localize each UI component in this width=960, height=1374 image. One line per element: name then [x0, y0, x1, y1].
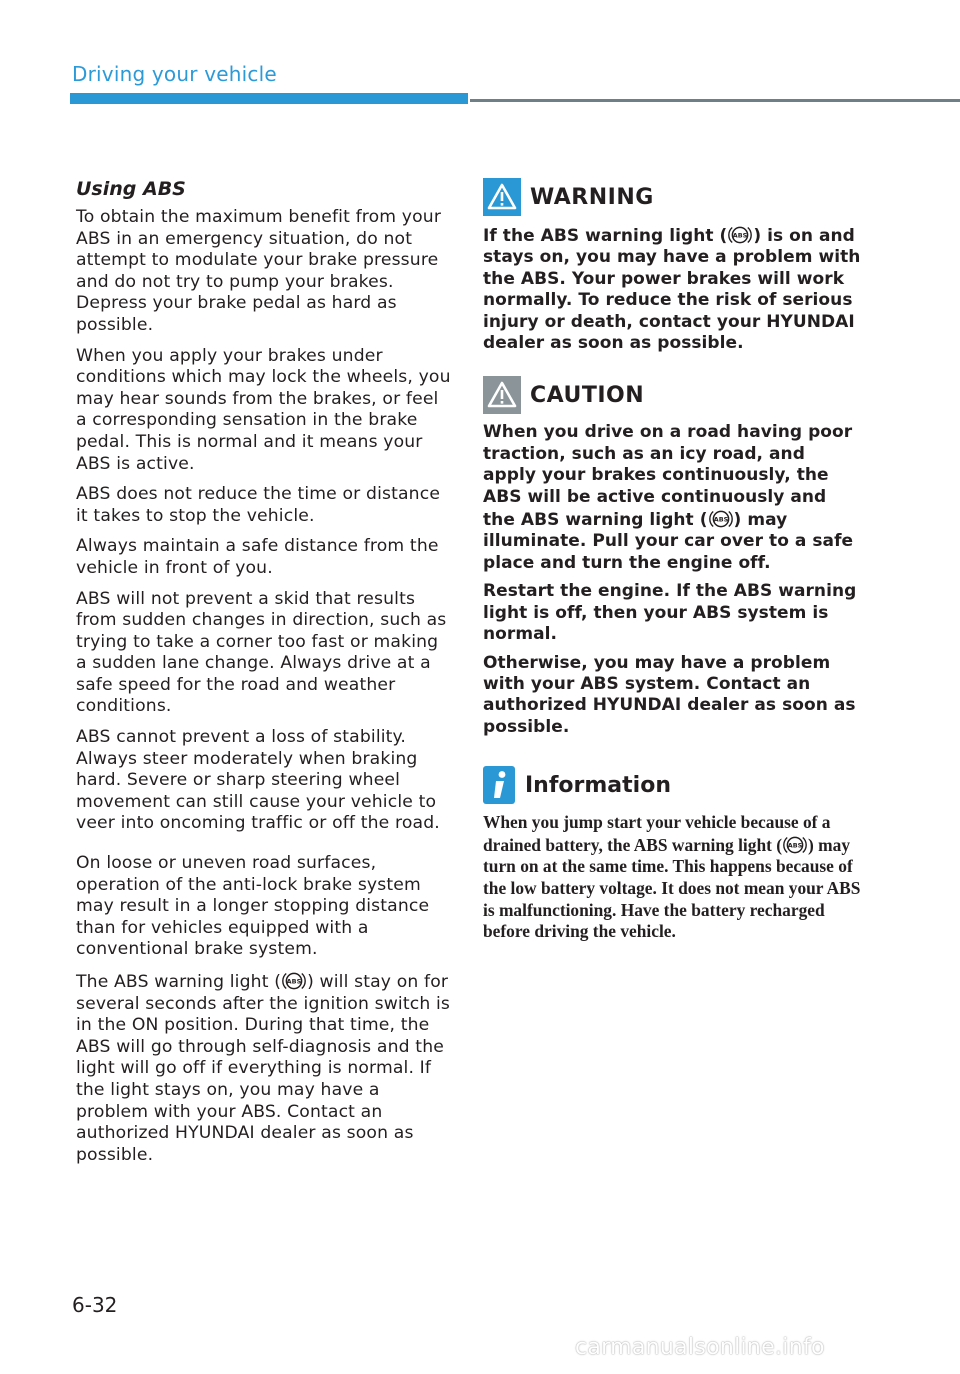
paragraph-skid: ABS will not prevent a skid that results from sudden changes in direction, such as trying to take a corner too fast or making a sudden lane change. Always drive at a safe speed for the road and weather conditions.	[76, 588, 447, 717]
warning-text	[483, 224, 863, 354]
header-rule-blue	[70, 93, 468, 104]
abs-light-text-after: ) will stay on for several seconds after the ignition switch is in the ON position. During that time, the ABS will go through self-diagnosis and the light will go off if everything is normal. If the light stays on, you may have a problem with your ABS. Contact an authorized HYUNDAI dealer as soon as possible.	[76, 972, 451, 1165]
caution-text-before: When you drive on a road having poor traction, such as an icy road, and apply your brakes continuously, the ABS will be active continuously and the ABS warning light (	[483, 422, 853, 531]
abs-warning-light-icon	[282, 970, 306, 992]
paragraph-safe-distance: Always maintain a safe distance from the vehicle in front of you.	[76, 536, 439, 578]
right-column	[483, 178, 863, 943]
section-title: Driving your vehicle	[72, 62, 277, 86]
page-number: 6-32	[72, 1293, 118, 1317]
caution-paragraph-3: Otherwise, you may have a problem with your ABS system. Contact an authorized HYUNDAI dealer as soon as possible.	[483, 652, 856, 737]
svg-text:ABS: ABS	[286, 977, 302, 986]
paragraph-abs-warning-light	[76, 970, 452, 1166]
caution-header	[483, 376, 863, 414]
warning-title: WARNING	[530, 184, 654, 210]
caution-text-after: ) may illuminate. Pull your car over to a safe place and turn the engine off.	[483, 510, 854, 573]
caution-triangle-icon	[483, 376, 521, 414]
svg-text:ABS: ABS	[733, 231, 748, 240]
paragraph-brake-sounds: When you apply your brakes under conditions which may lock the wheels, you may hear sounds from the brakes, or feel a corresponding sensation in the brake pedal. This is normal and it means your ABS is active.	[76, 345, 451, 474]
caution-title: CAUTION	[530, 382, 645, 408]
warning-triangle-icon	[483, 178, 521, 216]
paragraph-maximum-benefit: To obtain the maximum benefit from your ABS in an emergency situation, do not attempt to modulate your brake pressure and do not try to pump your brakes. Depress your brake pedal as hard as possible.	[76, 207, 442, 335]
watermark: carmanualsonline.info	[575, 1335, 825, 1360]
information-text-before: When you jump start your vehicle because of a drained battery, the ABS warning light (	[483, 812, 831, 855]
information-header	[483, 766, 863, 804]
svg-text:ABS: ABS	[787, 841, 803, 850]
paragraph-loose-surfaces: On loose or uneven road surfaces, operation of the anti-lock brake system may result in a longer stopping distance than for vehicles equipped with a conventional brake system.	[76, 853, 430, 960]
using-abs-heading: Using ABS	[76, 178, 186, 200]
warning-text-after: ) is on and stays on, you may have a problem with the ABS. Your power brakes will work normally. To reduce the risk of serious injury or death, contact your HYUNDAI dealer as soon as possible.	[483, 226, 861, 354]
svg-text:ABS: ABS	[713, 515, 728, 524]
information-title: Information	[525, 772, 671, 798]
warning-header	[483, 178, 863, 216]
caution-paragraph-2: Restart the engine. If the ABS warning light is off, then your ABS system is normal.	[483, 581, 857, 645]
paragraph-stability: ABS cannot prevent a loss of stability. Always steer moderately when braking hard. Severe or sharp steering wheel movement can still cause your vehicle to veer into oncoming traffic or off the road.	[76, 727, 440, 834]
left-column	[76, 178, 452, 1175]
information-text-after: ) may turn on at the same time. This happens because of the low battery voltage. It does not mean your ABS is malfunctioning. Have the battery recharged before driving the vehicle.	[483, 834, 861, 942]
caution-paragraph-1	[483, 422, 863, 574]
header-rule-gray	[470, 99, 960, 102]
information-text	[483, 812, 863, 943]
abs-light-text-before: The ABS warning light (	[76, 972, 282, 992]
paragraph-stopping-time: ABS does not reduce the time or distance it takes to stop the vehicle.	[76, 484, 441, 526]
abs-warning-light-icon	[709, 508, 733, 530]
warning-text-before: If the ABS warning light (	[483, 226, 728, 246]
warning-box	[483, 178, 863, 354]
abs-warning-light-icon	[783, 834, 807, 856]
caution-box	[483, 376, 863, 738]
information-box	[483, 766, 863, 943]
info-icon	[483, 766, 515, 804]
abs-warning-light-icon	[728, 224, 752, 246]
